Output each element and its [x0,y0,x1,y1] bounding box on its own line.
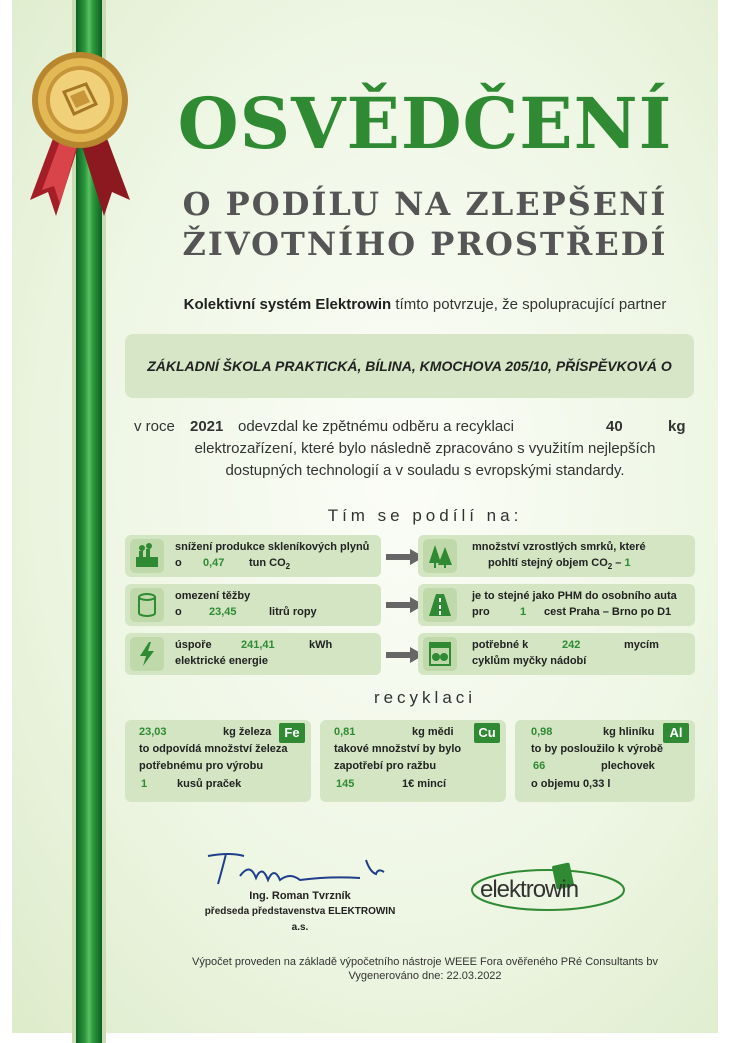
copper-value: 0,81 [334,726,356,738]
oil-barrel-icon [134,592,160,618]
intro-text: Kolektivní systém Elektrowin tímto potvrzuje, že spolupracující partner [183,296,667,313]
elektrowin-logo [468,858,628,914]
impact-energy: úspoře 241,41 kWh elektrické energie [125,633,381,675]
highway-icon [427,592,453,618]
trees-value: 1 [624,557,631,569]
partner-box [125,334,694,398]
recycle-iron: Fe 23,03 kg železa to odpovídá množství železa potřebnému pro výrobu 1 kusů praček [125,720,311,802]
lightning-icon [134,641,160,667]
energy-value: 241,41 [241,639,275,651]
iron-value: 23,03 [139,726,167,738]
ghg-value: 0,47 [203,557,225,569]
footer: Výpočet proveden na základě výpočetního nástroje WEEE Fora ověřeného PRé Consultants bv Vygenerováno dne: 22.03.2022 [192,956,658,982]
amount-value: 40 [606,418,623,435]
share-heading: Tím se podílí na: [327,506,523,525]
logo-text: elektrowin [480,876,579,903]
page-margin [0,1033,730,1043]
car-value: 1 [520,606,527,618]
certificate-subtitle: O PODÍLU NA ZLEPŠENÍ ŽIVOTNÍHO PROSTŘEDÍ [182,185,668,263]
factory-icon [134,543,160,569]
partner-name: ZÁKLADNÍ ŠKOLA PRAKTICKÁ, BÍLINA, KMOCHOVA 205/10, PŘÍSPĚVKOVÁ O [147,358,672,374]
statement: v roce 2021 odevzdal ke zpětnému odběru a recyklaci 40 kg elektrozařízení, které bylo následně zpracováno s využitím nejlepších dostupných technologií a v souladu s evropskými standardy. [134,418,686,479]
impact-car: je to stejné jako PHM do osobního auta pro 1 cest Praha – Brno po D1 [418,584,695,626]
trees-icon [427,543,453,569]
mining-value: 23,45 [209,606,237,618]
dish-value: 242 [562,639,581,651]
copper-count: 145 [336,778,355,790]
signatory-name: Ing. Roman Tvrzník [249,890,351,902]
dishwasher-icon [427,641,453,667]
recycle-copper: Cu 0,81 kg mědi takové množství by bylo zapotřebí pro ražbu 145 1€ mincí [320,720,506,802]
certificate-title: OSVĚDČENÍ [177,82,673,165]
impact-mining: omezení těžby o 23,45 litrů ropy [125,584,381,626]
impact-dishwasher: potřebné k 242 mycím cyklům myčky nádobí [418,633,695,675]
signatory-role: předseda představenstva ELEKTROWIN a.s. [204,906,396,933]
amount-unit: kg [668,418,686,435]
issuer-name: Kolektivní systém Elektrowin [183,296,392,313]
recycle-aluminium: Al 0,98 kg hliníku to by posloužilo k výrobě 66 plechovek o objemu 0,33 l [515,720,695,802]
signature [200,850,400,890]
aluminium-count: 66 [533,760,546,772]
fe-badge: Fe [279,723,305,743]
al-badge: Al [663,723,689,743]
signatory [200,888,400,936]
recycle-heading: recyklaci [373,688,477,707]
cu-badge: Cu [474,723,500,743]
impact-trees: množství vzrostlých smrků, které pohltí stejný objem $CO_2 - 1$ [418,535,695,577]
aluminium-value: 0,98 [531,726,553,738]
iron-count: 1 [141,778,148,790]
impact-ghg: snížení produkce skleníkových plynů o 0,47 tun $CO_2$ [125,535,381,577]
year-value: 2021 [190,418,224,435]
